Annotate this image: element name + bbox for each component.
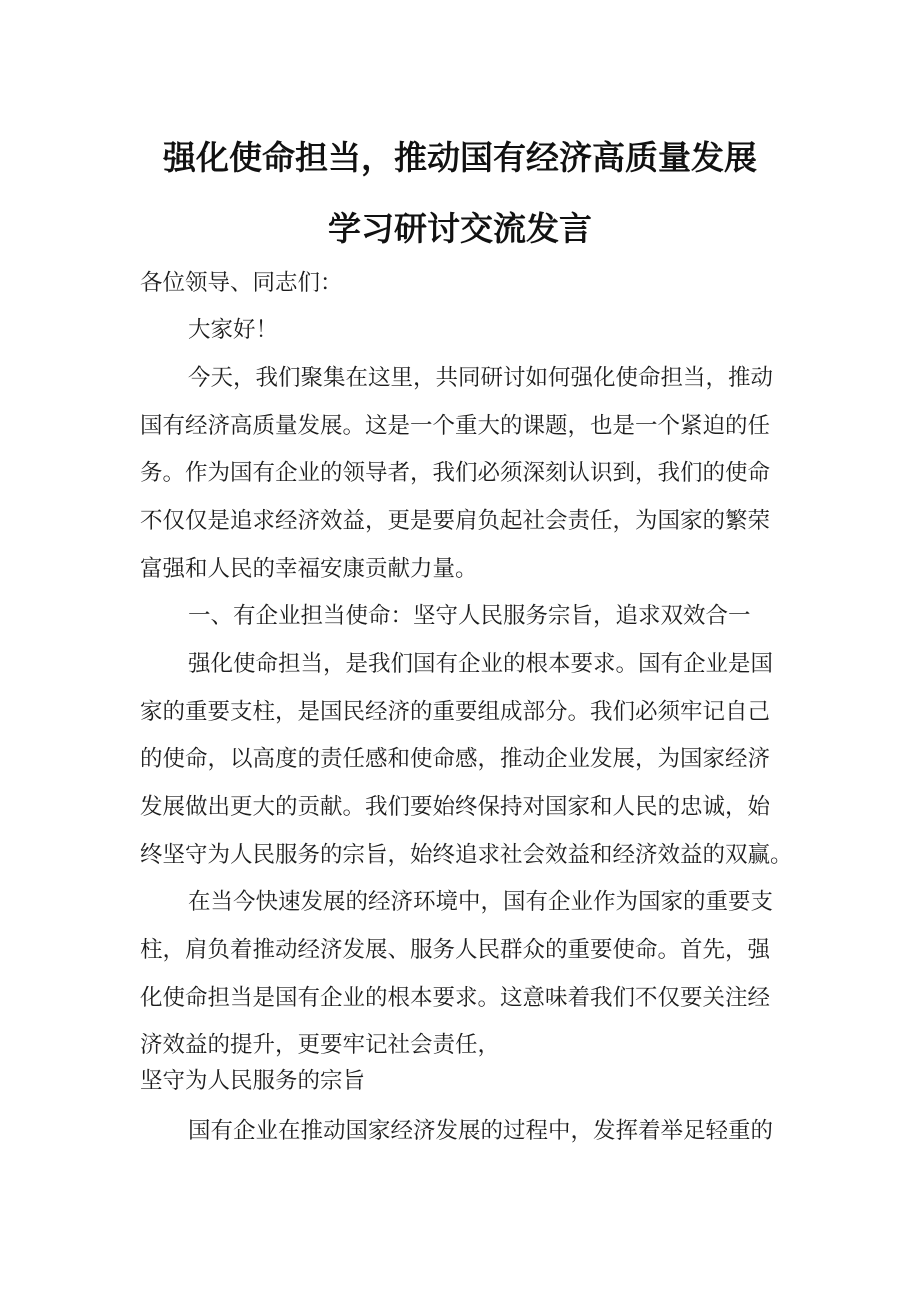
paragraph-3-line: 在当今快速发展的经济环境中，国有企业作为国家的重要支 [188, 889, 774, 915]
paragraph-3-line: 化使命担当是国有企业的根本要求。这意味着我们不仅要关注经 [140, 985, 771, 1011]
section-heading-1: 一、有企业担当使命：坚守人民服务宗旨，追求双效合一 [188, 603, 751, 629]
paragraph-2-line: 发展做出更大的贡献。我们要始终保持对国家和人民的忠诚，始 [140, 794, 771, 820]
sub-heading: 坚守为人民服务的宗旨 [140, 1068, 366, 1094]
paragraph-1-line: 富强和人民的幸福安康贡献力量。 [140, 556, 478, 582]
paragraph-1-line: 今天，我们聚集在这里，共同研讨如何强化使命担当，推动 [188, 365, 774, 391]
paragraph-1-line: 国有经济高质量发展。这是一个重大的课题，也是一个紧迫的任 [140, 413, 771, 439]
paragraph-3-line: 济效益的提升，更要牢记社会责任， [140, 1032, 501, 1058]
paragraph-2-line: 家的重要支柱，是国民经济的重要组成部分。我们必须牢记自己 [140, 699, 771, 725]
greeting: 大家好！ [188, 317, 279, 343]
paragraph-2-line: 的使命，以高度的责任感和使命感，推动企业发展，为国家经济 [140, 746, 771, 772]
paragraph-4-line: 国有企业在推动国家经济发展的过程中，发挥着举足轻重的 [188, 1118, 774, 1144]
document-title-line-1: 强化使命担当，推动国有经济高质量发展 [163, 138, 757, 177]
paragraph-1-line: 不仅仅是追求经济效益，更是要肩负起社会责任，为国家的繁荣 [140, 508, 771, 534]
paragraph-2-line: 终坚守为人民服务的宗旨，始终追求社会效益和经济效益的双赢。 [140, 842, 793, 868]
document-title-line-2: 学习研讨交流发言 [328, 209, 592, 248]
paragraph-1-line: 务。作为国有企业的领导者，我们必须深刻认识到，我们的使命 [140, 460, 771, 486]
salutation: 各位领导、同志们： [140, 270, 343, 296]
paragraph-2-line: 强化使命担当，是我们国有企业的根本要求。国有企业是国 [188, 651, 774, 677]
paragraph-3-line: 柱，肩负着推动经济发展、服务人民群众的重要使命。首先，强 [140, 937, 771, 963]
